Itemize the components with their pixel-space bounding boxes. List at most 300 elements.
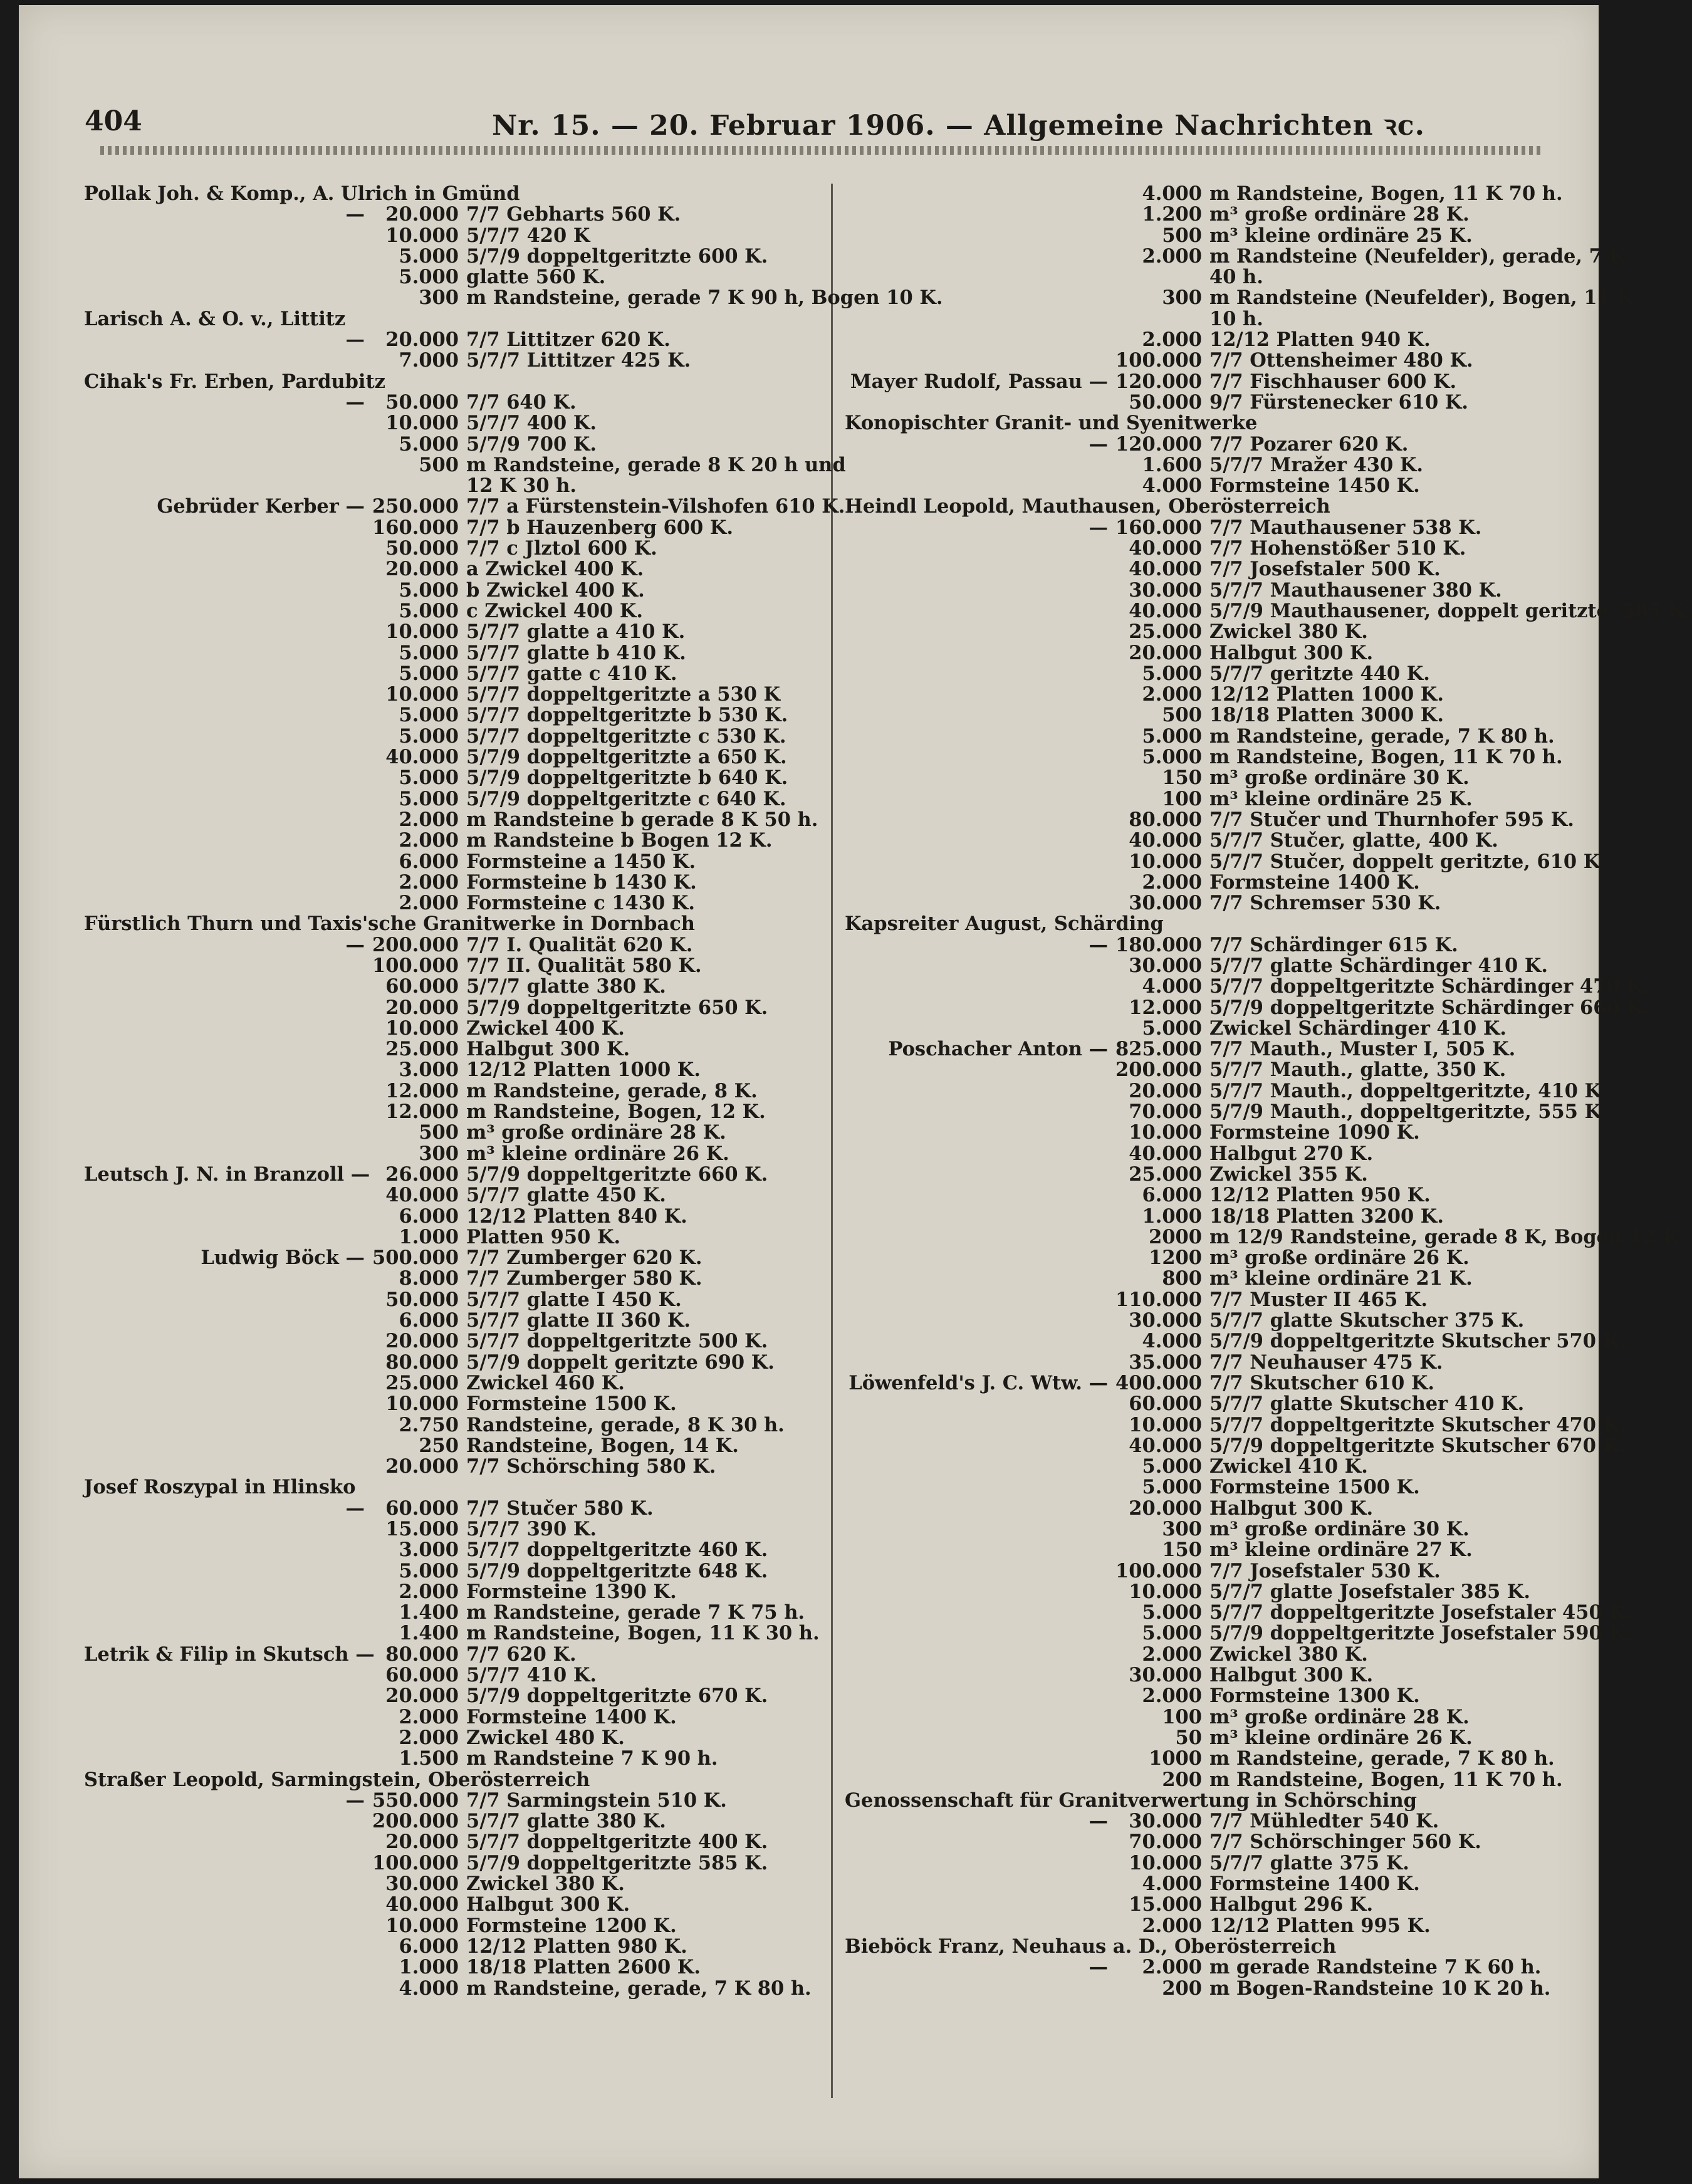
document-page: [19, 5, 1692, 2178]
quantity: 160.000: [372, 516, 459, 539]
item-description: 7/7 Skutscher 610 K.: [1209, 1371, 1435, 1394]
list-item: [845, 184, 1584, 204]
item-description: m³ große ordinäre 26 K.: [1209, 1246, 1470, 1270]
item-description: m Randsteine, Bogen, 11 K 70 h.: [1209, 1768, 1563, 1791]
item-description: m Randsteine, gerade 8 K 20 h und: [466, 453, 846, 476]
quantity: 40.000: [1129, 1142, 1202, 1165]
quantity: 2.000: [1142, 1685, 1202, 1708]
header-rule: [100, 146, 1542, 155]
item-description: 7/7 Zumberger 620 K.: [466, 1246, 702, 1270]
list-item: [845, 1561, 1584, 1582]
item-description: 7/7 Schärdinger 615 K.: [1209, 933, 1458, 956]
list-item: [84, 956, 817, 976]
list-item: [84, 684, 817, 705]
item-description: 5/7/7 glatte II 360 K.: [466, 1309, 691, 1332]
item-description: Halbgut 300 K.: [466, 1038, 630, 1061]
list-item: [84, 267, 817, 288]
list-item: [845, 1707, 1584, 1728]
quantity: 2.000: [399, 1726, 459, 1749]
list-item: [845, 1039, 1584, 1060]
item-description: Halbgut 300 K.: [1209, 641, 1374, 664]
list-item: [845, 350, 1584, 371]
list-item: [84, 789, 817, 810]
list-item: [84, 1081, 817, 1102]
list-item: [845, 1060, 1584, 1080]
quantity: 10.000: [1129, 1121, 1202, 1144]
item-description: 5/7/9 doppeltgeritzte Schärdinger 660 K.: [1209, 996, 1650, 1019]
item-description: 12/12 Platten 1000 K.: [1209, 683, 1444, 706]
quantity: 5.000: [1142, 1455, 1202, 1478]
quantity: 200.000: [372, 1810, 459, 1833]
item-description: m Randsteine b Bogen 12 K.: [466, 829, 773, 852]
quantity: 40.000: [1129, 537, 1202, 560]
quantity: 200.000: [372, 933, 459, 956]
company-name: Pollak Joh. & Komp., A. Ulrich in Gmünd: [84, 182, 520, 205]
list-item: [845, 664, 1584, 684]
quantity: 30.000: [1129, 892, 1202, 915]
quantity: 2.000: [1142, 1914, 1202, 1937]
quantity: 20.000: [1129, 1497, 1202, 1520]
list-item: [84, 1728, 817, 1748]
item-description: 5/7/9 doppeltgeritzte c 640 K.: [466, 787, 786, 810]
list-item: [845, 580, 1584, 601]
list-item: [845, 747, 1584, 768]
item-description: Zwickel 380 K.: [1209, 620, 1368, 644]
quantity: 1.200: [1142, 203, 1202, 226]
quantity: 100.000: [1115, 1559, 1202, 1582]
company-name: Heindl Leopold, Mauthausen, Oberösterreich: [845, 495, 1330, 518]
entry-prefix: —: [345, 390, 365, 414]
quantity: 10.000: [385, 1392, 459, 1416]
list-item: [84, 705, 817, 726]
quantity: 2.000: [1142, 683, 1202, 706]
quantity: 5.000: [399, 432, 459, 456]
quantity: 2.000: [1142, 1643, 1202, 1666]
entry-prefix: Poschacher Anton —: [888, 1038, 1108, 1061]
quantity: 5.000: [1142, 1622, 1202, 1645]
list-item: [84, 1394, 817, 1414]
company-name: Kapsreiter August, Schärding: [845, 912, 1164, 936]
item-description: 7/7 Stučer und Thurnhofer 595 K.: [1209, 808, 1574, 831]
item-description: 5/7/7 glatte 380 K.: [466, 1810, 666, 1833]
item-description: Zwickel Schärdinger 410 K.: [1209, 1016, 1507, 1040]
item-description: m Randsteine, Bogen, 12 K.: [466, 1100, 766, 1124]
company-heading: [845, 413, 1584, 434]
item-description: 18/18 Platten 3200 K.: [1209, 1204, 1444, 1228]
item-description: 5/7/9 doppeltgeritzte 650 K.: [466, 996, 768, 1019]
item-description: 5/7/9 doppeltgeritzte Skutscher 570 K.: [1209, 1330, 1626, 1353]
item-description: a Zwickel 400 K.: [466, 558, 644, 581]
quantity: 50.000: [385, 390, 459, 414]
quantity: 20.000: [385, 1831, 459, 1854]
quantity: 5.000: [399, 266, 459, 289]
item-description: c Zwickel 400 K.: [466, 599, 644, 622]
item-description: m Randsteine (Neufelder), gerade, 7 K: [1209, 244, 1626, 268]
list-item: [84, 1874, 817, 1894]
item-description: Randsteine, Bogen, 14 K.: [466, 1434, 739, 1457]
item-description: 5/7/7 glatte b 410 K.: [466, 641, 686, 664]
quantity: 5.000: [399, 244, 459, 268]
list-item: [845, 1894, 1584, 1915]
list-item: [84, 1707, 817, 1728]
list-item: [84, 350, 817, 371]
quantity: 8.000: [399, 1267, 459, 1290]
item-description: m³ große ordinäre 28 K.: [466, 1121, 726, 1144]
item-description: Formsteine a 1450 K.: [466, 850, 696, 873]
list-item: [845, 1853, 1584, 1874]
item-description: m³ kleine ordinäre 25 K.: [1209, 787, 1473, 810]
quantity: 1000: [1149, 1747, 1202, 1770]
quantity: 400.000: [1115, 1371, 1202, 1394]
list-item: [845, 244, 1626, 268]
item-description: m Randsteine, Bogen, 11 K 70 h.: [1209, 182, 1563, 205]
entry-prefix: —: [345, 1497, 365, 1520]
list-item: [845, 975, 1650, 998]
quantity: 2000: [1149, 1225, 1202, 1248]
list-item: [84, 1561, 817, 1582]
entry-prefix: —: [345, 1789, 365, 1812]
item-description: 7/7 c Jlztol 600 K.: [466, 537, 657, 560]
item-description: 5/7/7 doppeltgeritzte 460 K.: [466, 1539, 768, 1562]
quantity: 70.000: [1129, 1831, 1202, 1854]
item-description: 12/12 Platten 940 K.: [1209, 328, 1431, 352]
list-item: [845, 599, 1692, 622]
quantity: 1.000: [1142, 1204, 1202, 1228]
item-description: m Randsteine, gerade 7 K 75 h.: [466, 1601, 805, 1624]
quantity: 12.000: [385, 1100, 459, 1124]
company-heading: [84, 372, 817, 392]
quantity: 40.000: [385, 1893, 459, 1916]
list-item: [845, 434, 1584, 455]
company-heading: [84, 309, 817, 330]
list-item: [84, 1686, 817, 1706]
quantity: 25.000: [1129, 620, 1202, 644]
quantity: 6.000: [1142, 1184, 1202, 1207]
item-description: m³ kleine ordinäre 21 K.: [1209, 1267, 1473, 1290]
list-item: [84, 1352, 817, 1373]
entry-prefix: Mayer Rudolf, Passau —: [850, 370, 1108, 393]
quantity: 50.000: [1129, 390, 1202, 414]
list-item: [845, 1413, 1626, 1436]
continuation-text: 40 h.: [1209, 266, 1263, 289]
quantity: 20.000: [385, 203, 459, 226]
item-description: Zwickel 380 K.: [1209, 1643, 1368, 1666]
list-item: [84, 1248, 817, 1268]
quantity: 1.000: [399, 1225, 459, 1248]
quantity: 25.000: [1129, 1163, 1202, 1186]
quantity: 10.000: [1129, 1580, 1202, 1603]
item-description: 5/7/7 Stučer, glatte, 400 K.: [1209, 829, 1498, 852]
quantity: 5.000: [399, 766, 459, 790]
item-description: 7/7 Schremser 530 K.: [1209, 892, 1441, 915]
quantity: 2.750: [399, 1413, 459, 1436]
list-item: [845, 1330, 1626, 1353]
item-description: Formsteine 1090 K.: [1209, 1121, 1420, 1144]
quantity: 5.000: [399, 1559, 459, 1582]
list-item: [845, 1811, 1584, 1832]
quantity: 15.000: [385, 1518, 459, 1540]
list-item: [84, 1185, 817, 1206]
list-item: [845, 1144, 1584, 1164]
item-description: 5/7/7 glatte a 410 K.: [466, 620, 686, 644]
list-item: [84, 1310, 817, 1331]
quantity: 70.000: [1129, 1100, 1202, 1124]
item-description: 7/7 Zumberger 580 K.: [466, 1267, 702, 1290]
quantity: 1.600: [1142, 453, 1202, 476]
list-item: [84, 1373, 817, 1394]
list-item: [84, 434, 817, 455]
quantity: 300: [1162, 286, 1202, 310]
item-description: 7/7 Schörschinger 560 K.: [1209, 1831, 1481, 1854]
item-description: 7/7 Pozarer 620 K.: [1209, 432, 1409, 456]
entry-prefix: —: [1089, 1956, 1108, 1979]
quantity: 120.000: [1115, 370, 1202, 393]
item-description: m Randsteine 7 K 90 h.: [466, 1747, 718, 1770]
item-description: 5/7/7 Mauthausener 380 K.: [1209, 578, 1502, 602]
item-description: m³ große ordinäre 30 K.: [1209, 766, 1470, 790]
entry-prefix: Löwenfeld's J. C. Wtw. —: [849, 1371, 1108, 1394]
list-item: [84, 1102, 817, 1122]
quantity: 3.000: [399, 1058, 459, 1082]
list-item: [845, 286, 1634, 310]
list-item: [84, 413, 817, 434]
item-description: m Randsteine, gerade 7 K 90 h, Bogen 10 K.: [466, 286, 943, 310]
quantity: 40.000: [385, 746, 459, 769]
company-name: Fürstlich Thurn und Taxis'sche Granitwerke in Dornbach: [84, 912, 695, 936]
quantity: 60.000: [385, 1664, 459, 1687]
list-item: [84, 580, 817, 601]
item-description: m 12/9 Randsteine, gerade 8 K, Bogen 12 K.: [1209, 1225, 1686, 1248]
list-item: [84, 768, 817, 788]
list-item: [84, 1206, 817, 1227]
quantity: 30.000: [1129, 1810, 1202, 1833]
entry-prefix: —: [1089, 1810, 1108, 1833]
list-item: [84, 1894, 817, 1915]
quantity: 300: [1162, 1518, 1202, 1540]
list-item: [845, 1100, 1608, 1124]
quantity: 200: [1162, 1768, 1202, 1791]
quantity: 100: [1162, 787, 1202, 810]
list-item: [845, 1164, 1584, 1185]
company-heading: [84, 1770, 817, 1790]
quantity: 40.000: [1129, 829, 1202, 852]
quantity: 5.000: [399, 704, 459, 727]
item-description: Formsteine 1400 K.: [466, 1705, 677, 1728]
quantity: 100.000: [372, 1851, 459, 1874]
list-item: [84, 1144, 817, 1164]
list-item: [84, 1060, 817, 1080]
quantity: 35.000: [1129, 1351, 1202, 1374]
list-item: [845, 705, 1584, 726]
entry-prefix: —: [1089, 933, 1108, 956]
list-item: [84, 518, 817, 538]
item-description: Randsteine, gerade, 8 K 30 h.: [466, 1413, 785, 1436]
list-item: [845, 1957, 1584, 1978]
quantity: 20.000: [385, 1455, 459, 1478]
quantity: 500.000: [372, 1246, 459, 1270]
quantity: 6.000: [399, 1204, 459, 1228]
quantity: 25.000: [385, 1371, 459, 1394]
list-item: [845, 893, 1584, 914]
quantity: 40.000: [385, 1184, 459, 1207]
item-description: Formsteine 1390 K.: [466, 1580, 677, 1603]
company-heading: [845, 496, 1584, 517]
quantity: 5.000: [399, 662, 459, 685]
list-item: [845, 1373, 1584, 1394]
list-item: [845, 1477, 1584, 1498]
quantity: 10.000: [1129, 850, 1202, 873]
list-item: [84, 1832, 817, 1852]
item-description: 18/18 Platten 3000 K.: [1209, 704, 1444, 727]
continuation-text: 10 h.: [1209, 307, 1263, 330]
list-item: [845, 1498, 1584, 1519]
item-description: Formsteine 1500 K.: [466, 1392, 677, 1416]
quantity: 100.000: [1115, 349, 1202, 372]
item-description: 5/7/9 Mauth., doppeltgeritzte, 555 K.: [1209, 1100, 1608, 1124]
item-description: 5/7/7 doppeltgeritzte Skutscher 470 K.: [1209, 1413, 1626, 1436]
item-description: Zwickel 380 K.: [466, 1873, 625, 1896]
company-heading: [845, 1936, 1584, 1957]
item-description: 9/7 Fürstenecker 610 K.: [1209, 390, 1469, 414]
list-item: [84, 1622, 820, 1645]
item-description: 5/7/9 doppeltgeritzte Josefstaler 590 K.: [1209, 1622, 1632, 1645]
list-item: [84, 1039, 817, 1060]
quantity: 2.000: [399, 1580, 459, 1603]
page-number: 404: [85, 105, 142, 137]
quantity: 1200: [1149, 1246, 1202, 1270]
item-description: 7/7 640 K.: [466, 390, 577, 414]
list-item: [845, 1394, 1584, 1414]
item-description: 12/12 Platten 1000 K.: [466, 1058, 701, 1082]
item-description: 5/7/9 doppeltgeritzte a 650 K.: [466, 746, 787, 769]
list-item: [84, 1957, 817, 1978]
entry-prefix: Leutsch J. N. in Branzoll —: [84, 1163, 370, 1186]
item-description: Zwickel 410 K.: [1209, 1455, 1368, 1478]
item-description: 5/7/9 doppeltgeritzte b 640 K.: [466, 766, 788, 790]
item-description: Zwickel 355 K.: [1209, 1163, 1368, 1186]
quantity: 15.000: [1129, 1893, 1202, 1916]
item-description: 5/7/7 glatte 450 K.: [466, 1184, 666, 1207]
company-heading: [84, 1477, 817, 1498]
item-description: m Randsteine (Neufelder), Bogen, 11 K: [1209, 286, 1634, 310]
list-item: [845, 1832, 1584, 1852]
item-description: 5/7/9 doppeltgeritzte 648 K.: [466, 1559, 768, 1582]
item-description: 7/7 Sarmingstein 510 K.: [466, 1789, 727, 1812]
item-description: 12/12 Platten 995 K.: [1209, 1914, 1431, 1937]
item-description: 5/7/7 doppeltgeritzte Josefstaler 450 K.: [1209, 1601, 1632, 1624]
item-description: 5/7/7 410 K.: [466, 1664, 597, 1687]
company-name: Straßer Leopold, Sarmingstein, Oberösterreich: [84, 1768, 590, 1791]
entry-prefix: —: [1089, 432, 1108, 456]
list-item: [845, 872, 1584, 893]
company-name: Cihak's Fr. Erben, Pardubitz: [84, 370, 385, 393]
item-description: 18/18 Platten 2600 K.: [466, 1956, 701, 1979]
quantity: 5.000: [399, 724, 459, 748]
item-description: 5/7/7 Mauth., doppeltgeritzte, 410 K.: [1209, 1079, 1608, 1102]
list-item: [845, 726, 1584, 747]
item-description: m Randsteine, gerade, 7 K 80 h.: [466, 1977, 812, 2000]
list-item: [84, 747, 817, 768]
item-description: 5/7/9 700 K.: [466, 432, 597, 456]
list-item: [84, 1331, 817, 1352]
item-description: 5/7/7 420 K: [466, 224, 590, 247]
item-description: Halbgut 300 K.: [1209, 1664, 1374, 1687]
list-item: [84, 830, 817, 851]
item-description: 5/7/7 geritzte 440 K.: [1209, 662, 1430, 685]
list-item: [84, 601, 817, 622]
company-heading: [845, 1790, 1584, 1811]
item-description: 5/7/9 doppeltgeritzte Skutscher 670 K.: [1209, 1434, 1626, 1457]
item-description: Formsteine b 1430 K.: [466, 870, 697, 894]
quantity: 5.000: [1142, 662, 1202, 685]
item-description: 5/7/9 doppeltgeritzte 660 K.: [466, 1163, 768, 1186]
list-item: [845, 1582, 1584, 1602]
list-item: [845, 789, 1584, 810]
item-description: Zwickel 400 K.: [466, 1016, 625, 1040]
quantity: 30.000: [1129, 954, 1202, 977]
quantity: 3.000: [399, 1539, 459, 1562]
quantity: 2.000: [399, 892, 459, 915]
quantity: 2.000: [1142, 328, 1202, 352]
quantity: 2.000: [399, 829, 459, 852]
list-item: [845, 1770, 1584, 1790]
item-description: 5/7/7 glatte I 450 K.: [466, 1288, 682, 1311]
item-description: 7/7 II. Qualität 580 K.: [466, 954, 702, 977]
list-item: [84, 872, 817, 893]
list-item: [845, 518, 1584, 538]
company-name: Genossenschaft für Granitverwertung in Schörsching: [845, 1789, 1417, 1812]
quantity: 40.000: [1129, 1434, 1202, 1457]
list-item: [845, 1644, 1584, 1665]
item-description: 5/7/7 gatte c 410 K.: [466, 662, 677, 685]
item-description: Formsteine c 1430 K.: [466, 892, 695, 915]
list-item: [84, 976, 817, 997]
quantity: 40.000: [1129, 599, 1202, 622]
list-item: [845, 622, 1584, 642]
quantity: 180.000: [1115, 933, 1202, 956]
item-description: Formsteine 1500 K.: [1209, 1476, 1420, 1499]
item-description: 7/7 Gebharts 560 K.: [466, 203, 681, 226]
quantity: 10.000: [385, 620, 459, 644]
item-description: 5/7/7 Littitzer 425 K.: [466, 349, 691, 372]
entry-prefix: —: [345, 933, 365, 956]
item-description: Halbgut 300 K.: [1209, 1497, 1374, 1520]
item-description: 7/7 Mauth., Muster I, 505 K.: [1209, 1038, 1516, 1061]
quantity: 5.000: [1142, 1476, 1202, 1499]
item-description: 7/7 Stučer 580 K.: [466, 1497, 654, 1520]
item-description: b Zwickel 400 K.: [466, 578, 645, 602]
quantity: 6.000: [399, 850, 459, 873]
company-name: Bieböck Franz, Neuhaus a. D., Oberösterreich: [845, 1935, 1337, 1958]
list-item: [84, 1018, 817, 1039]
list-item: [84, 935, 817, 956]
right-column: [845, 182, 1692, 2000]
quantity: 30.000: [385, 1873, 459, 1896]
quantity: 26.000: [385, 1163, 459, 1186]
list-item: [84, 204, 817, 225]
item-description: 5/7/9 doppeltgeritzte 585 K.: [466, 1851, 768, 1874]
list-item: [84, 1164, 817, 1185]
quantity: 100: [1162, 1705, 1202, 1728]
item-description: m³ kleine ordinäre 25 K.: [1209, 224, 1473, 247]
item-description: 5/7/7 Mražer 430 K.: [1209, 453, 1423, 476]
item-description: 7/7 Josefstaler 500 K.: [1209, 558, 1441, 581]
item-description: 5/7/7 400 K.: [466, 412, 597, 435]
list-item: [84, 1456, 817, 1477]
quantity: 80.000: [385, 1351, 459, 1374]
quantity: 20.000: [385, 328, 459, 352]
item-description: m Randsteine, Bogen, 11 K 30 h.: [466, 1622, 820, 1645]
